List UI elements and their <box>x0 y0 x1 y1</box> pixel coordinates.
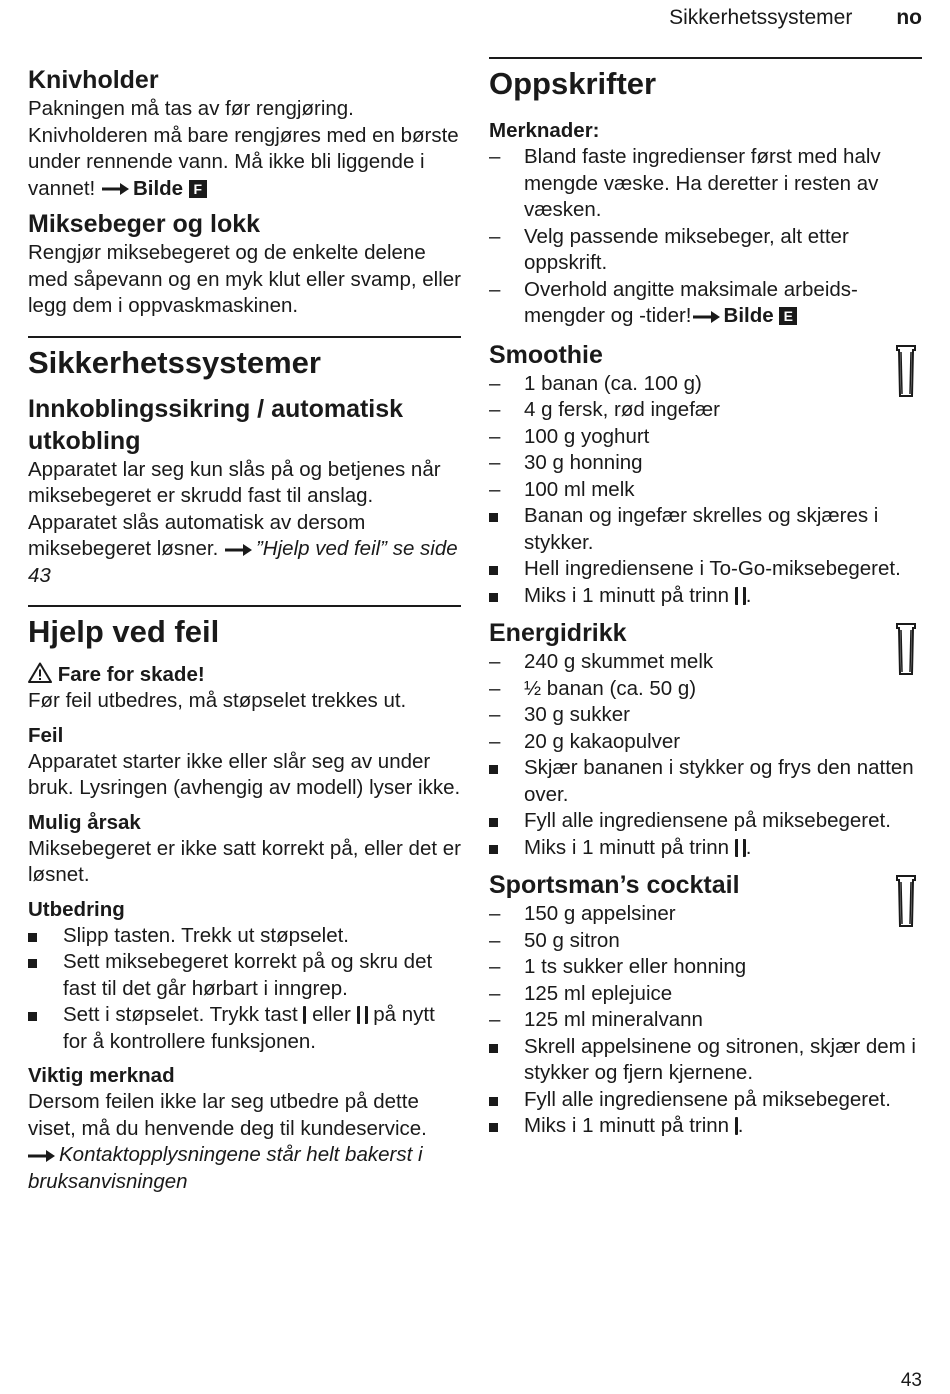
list-item-text: Bland faste ingredienser først med halv mengde væske. Ha deretter i resten av væsken. <box>524 145 881 221</box>
bullet-square-icon <box>489 593 498 602</box>
oppskrifter-title: Oppskrifter <box>489 66 657 101</box>
recipe-sportsmans-cocktail <box>489 870 922 901</box>
bullet-square-icon <box>489 1097 498 1106</box>
list-item-text: Velg passende miksebeger, alt etter oppskrift. <box>524 224 849 274</box>
list-item: – Overhold angitte maksimale arbeidsmengder og -tider! Bilde E <box>489 277 858 327</box>
bullet-square-icon <box>28 1012 37 1021</box>
viktig-ref <box>28 1142 461 1195</box>
utbedring-list <box>28 923 461 1056</box>
list-item-text: Miks i 1 minutt på trinn <box>524 1114 730 1137</box>
right-column <box>489 57 922 1140</box>
list-item <box>28 923 461 950</box>
speed-level-2-icon <box>735 587 746 605</box>
list-item: – 125 ml eplejuice <box>489 981 673 1005</box>
list-item: – 100 g yoghurt <box>489 424 650 448</box>
bullet-square-icon <box>489 513 498 522</box>
header-language: no <box>896 6 922 29</box>
list-item-text: 30 g honning <box>524 451 643 474</box>
list-item-text: ½ banan (ca. 50 g) <box>524 676 697 700</box>
hjelp-title: Hjelp ved feil <box>28 614 220 649</box>
ingredient-list <box>489 901 922 1140</box>
page-header <box>669 6 922 30</box>
arrow-right-icon <box>225 543 253 557</box>
notes-label: Merknader: <box>489 119 600 142</box>
list-item: – 4 g fersk, rød ingefær <box>489 398 720 421</box>
list-item: – 150 g appelsiner <box>489 902 676 925</box>
arrow-right-icon <box>693 310 721 324</box>
list-item: – 30 g honning <box>489 451 643 474</box>
list-item-text: Skrell appelsinene og sitronen, skjær dem i stykker og fjern kjernene. <box>524 1034 916 1084</box>
list-item: – ½ banan (ca. 50 g) <box>489 676 697 700</box>
utbedring-label: Utbedring <box>28 897 125 921</box>
recipe-title: Energidrikk <box>489 619 627 647</box>
list-item: – 100 ml melk <box>489 477 635 501</box>
list-item <box>489 556 922 583</box>
list-item: – 50 g sitron <box>489 928 620 952</box>
speed-level-2-icon <box>357 1006 368 1024</box>
figure-ref-label: Bilde <box>132 176 184 200</box>
viktig-label: Viktig merknad <box>28 1064 175 1087</box>
miksebeger-text: Rengjør miksebegeret og de enkelte delene med såpevann og en myk klut eller svamp, eller legg dem i oppvaskmaskinen. <box>28 241 461 317</box>
recipe-energidrikk <box>489 618 922 649</box>
feil-text: Apparatet starter ikke eller slår seg av under bruk. Lysringen (avhengig av modell) lyser ikke. <box>28 749 461 799</box>
feil-label: Feil <box>28 723 64 747</box>
list-item: Miks i 1 minutt på trinn . <box>489 1113 922 1140</box>
list-item-text: Fyll alle ingrediensene på miksebegeret. <box>524 809 891 832</box>
warning-heading <box>28 662 461 688</box>
warning-title: Fare for skade! <box>57 663 205 686</box>
list-item: – Velg passende miksebeger, alt etter oppskrift. <box>489 224 849 274</box>
knivholder-body: Pakningen må tas av før rengjøring. Knivholderen må bare rengjøres med en børste under rennende vann. Må ikke bli liggende i vannet! <box>28 97 459 200</box>
section-divider <box>28 605 461 607</box>
list-item-text: Fyll alle ingrediensene på miksebegeret. <box>524 1087 891 1111</box>
list-item-text: 1 banan (ca. 100 g) <box>524 371 702 395</box>
list-item: – Bland faste ingredienser først med halv mengde væske. Ha deretter i resten av væsken. <box>489 145 881 221</box>
bullet-square-icon <box>489 566 498 575</box>
miksebeger-title: Miksebeger og lokk <box>28 210 261 238</box>
ingredient-list <box>489 371 922 610</box>
warning-text: Før feil utbedres, må støpselet trekkes ut. <box>28 689 407 712</box>
speed-level-2-icon <box>735 839 746 857</box>
list-item: – 30 g sukker <box>489 703 630 726</box>
list-item <box>489 808 922 835</box>
speed-level-1-icon <box>735 1117 738 1135</box>
list-item-text: Miks i 1 minutt på trinn <box>524 583 730 607</box>
list-item <box>28 1002 461 1055</box>
list-item-text: Banan og ingefær skrelles og skjæres i stykker. <box>524 504 879 554</box>
list-item-text: Slipp tasten. Trekk ut støpselet. <box>63 923 349 947</box>
list-item: Miks i 1 minutt på trinn . <box>489 835 922 862</box>
list-item: – 240 g skummet melk <box>489 650 714 673</box>
list-item: Miks i 1 minutt på trinn . <box>489 583 922 610</box>
recipe-smoothie <box>489 340 922 371</box>
bullet-square-icon <box>489 818 498 827</box>
list-item-text: 100 ml melk <box>524 477 635 501</box>
list-item-text: 125 ml eplejuice <box>524 981 673 1005</box>
bullet-square-icon <box>489 845 498 854</box>
section-divider <box>28 336 461 338</box>
list-item-text: på nytt for å kontrollere funksjonen. <box>63 1003 435 1053</box>
list-item-text: 150 g appelsiner <box>524 902 676 925</box>
arsak-label: Mulig årsak <box>28 810 141 834</box>
arsak-text: Miksebegeret er ikke satt korrekt på, eller det er løsnet. <box>28 836 461 886</box>
section-divider <box>489 57 922 59</box>
speed-level-1-icon <box>303 1006 306 1024</box>
list-item-text: Skjær bananen i stykker og frys den natten over. <box>524 756 914 806</box>
arrow-right-icon <box>28 1149 56 1163</box>
bullet-square-icon <box>28 933 37 942</box>
list-item-text: 30 g sukker <box>524 703 630 726</box>
recipe-title: Smoothie <box>489 340 603 369</box>
page-number: 43 <box>900 1370 922 1391</box>
list-item-text: eller <box>312 1003 351 1026</box>
list-item-text: Sett miksebegeret korrekt på og skru det fast til det går hørbart i inngrep. <box>63 950 433 1000</box>
viktig-text: Dersom feilen ikke lar seg utbedre på dette viset, må du henvende deg til kundeservice. <box>28 1090 427 1140</box>
sikkerhet-text <box>28 457 461 590</box>
figure-ref-letter: E <box>779 307 797 325</box>
list-item-text: 240 g skummet melk <box>524 650 714 673</box>
notes-list <box>489 144 922 330</box>
list-item-text: Sett i støpselet. Trykk tast <box>63 1003 298 1026</box>
list-item-text: 1 ts sukker eller honning <box>524 955 747 978</box>
figure-ref-letter: F <box>189 180 207 198</box>
arrow-right-icon <box>102 182 130 196</box>
bullet-square-icon <box>489 1123 498 1132</box>
sikkerhet-ref: ”Hjelp ved feil” se side 43 <box>28 537 458 587</box>
list-item <box>489 1034 922 1087</box>
list-item-text: Miks i 1 minutt på trinn <box>524 835 730 859</box>
knivholder-text <box>28 96 461 202</box>
list-item <box>28 949 461 1002</box>
bullet-square-icon <box>489 765 498 774</box>
viktig-ref-text: Kontaktopplysningene står helt bakerst i bruksanvisningen <box>28 1143 423 1193</box>
list-item-text: 100 g yoghurt <box>524 424 650 448</box>
figure-ref-label: Bilde <box>723 304 774 327</box>
header-section: Sikkerhetssystemer <box>669 6 853 29</box>
list-item: – 20 g kakaopulver <box>489 729 681 753</box>
list-item: – 1 banan (ca. 100 g) <box>489 371 702 395</box>
list-item: – 1 ts sukker eller honning <box>489 955 747 978</box>
sikkerhet-title: Sikkerhetssystemer <box>28 344 321 380</box>
bullet-square-icon <box>489 1044 498 1053</box>
recipe-title: Sportsman’s cocktail <box>489 871 740 899</box>
list-item <box>489 755 922 808</box>
sikkerhet-subtitle: Innkoblingssikring / automatisk utkobling <box>28 394 404 455</box>
list-item-text: 125 ml mineralvann <box>524 1008 703 1031</box>
list-item-text: 20 g kakaopulver <box>524 729 681 753</box>
list-item <box>489 503 922 556</box>
ingredient-list <box>489 649 922 861</box>
sikkerhet-body: Apparatet lar seg kun slås på og betjenes når miksebegeret er skrudd fast til anslag. Apparatet slås automatisk av dersom miksebegeret løsner. <box>28 457 441 560</box>
warning-triangle-icon <box>28 662 52 683</box>
left-column <box>28 57 461 1195</box>
list-item-text: Hell ingrediensene i To-Go-miksebegeret. <box>524 557 901 580</box>
bullet-square-icon <box>28 959 37 968</box>
list-item-text: Overhold angitte maksimale arbeidsmengder og -tider! <box>524 277 858 327</box>
list-item-text: 50 g sitron <box>524 928 620 952</box>
knivholder-title: Knivholder <box>28 66 159 94</box>
list-item: – 125 ml mineralvann <box>489 1008 703 1031</box>
list-item-text: 4 g fersk, rød ingefær <box>524 398 720 421</box>
list-item <box>489 1087 922 1114</box>
